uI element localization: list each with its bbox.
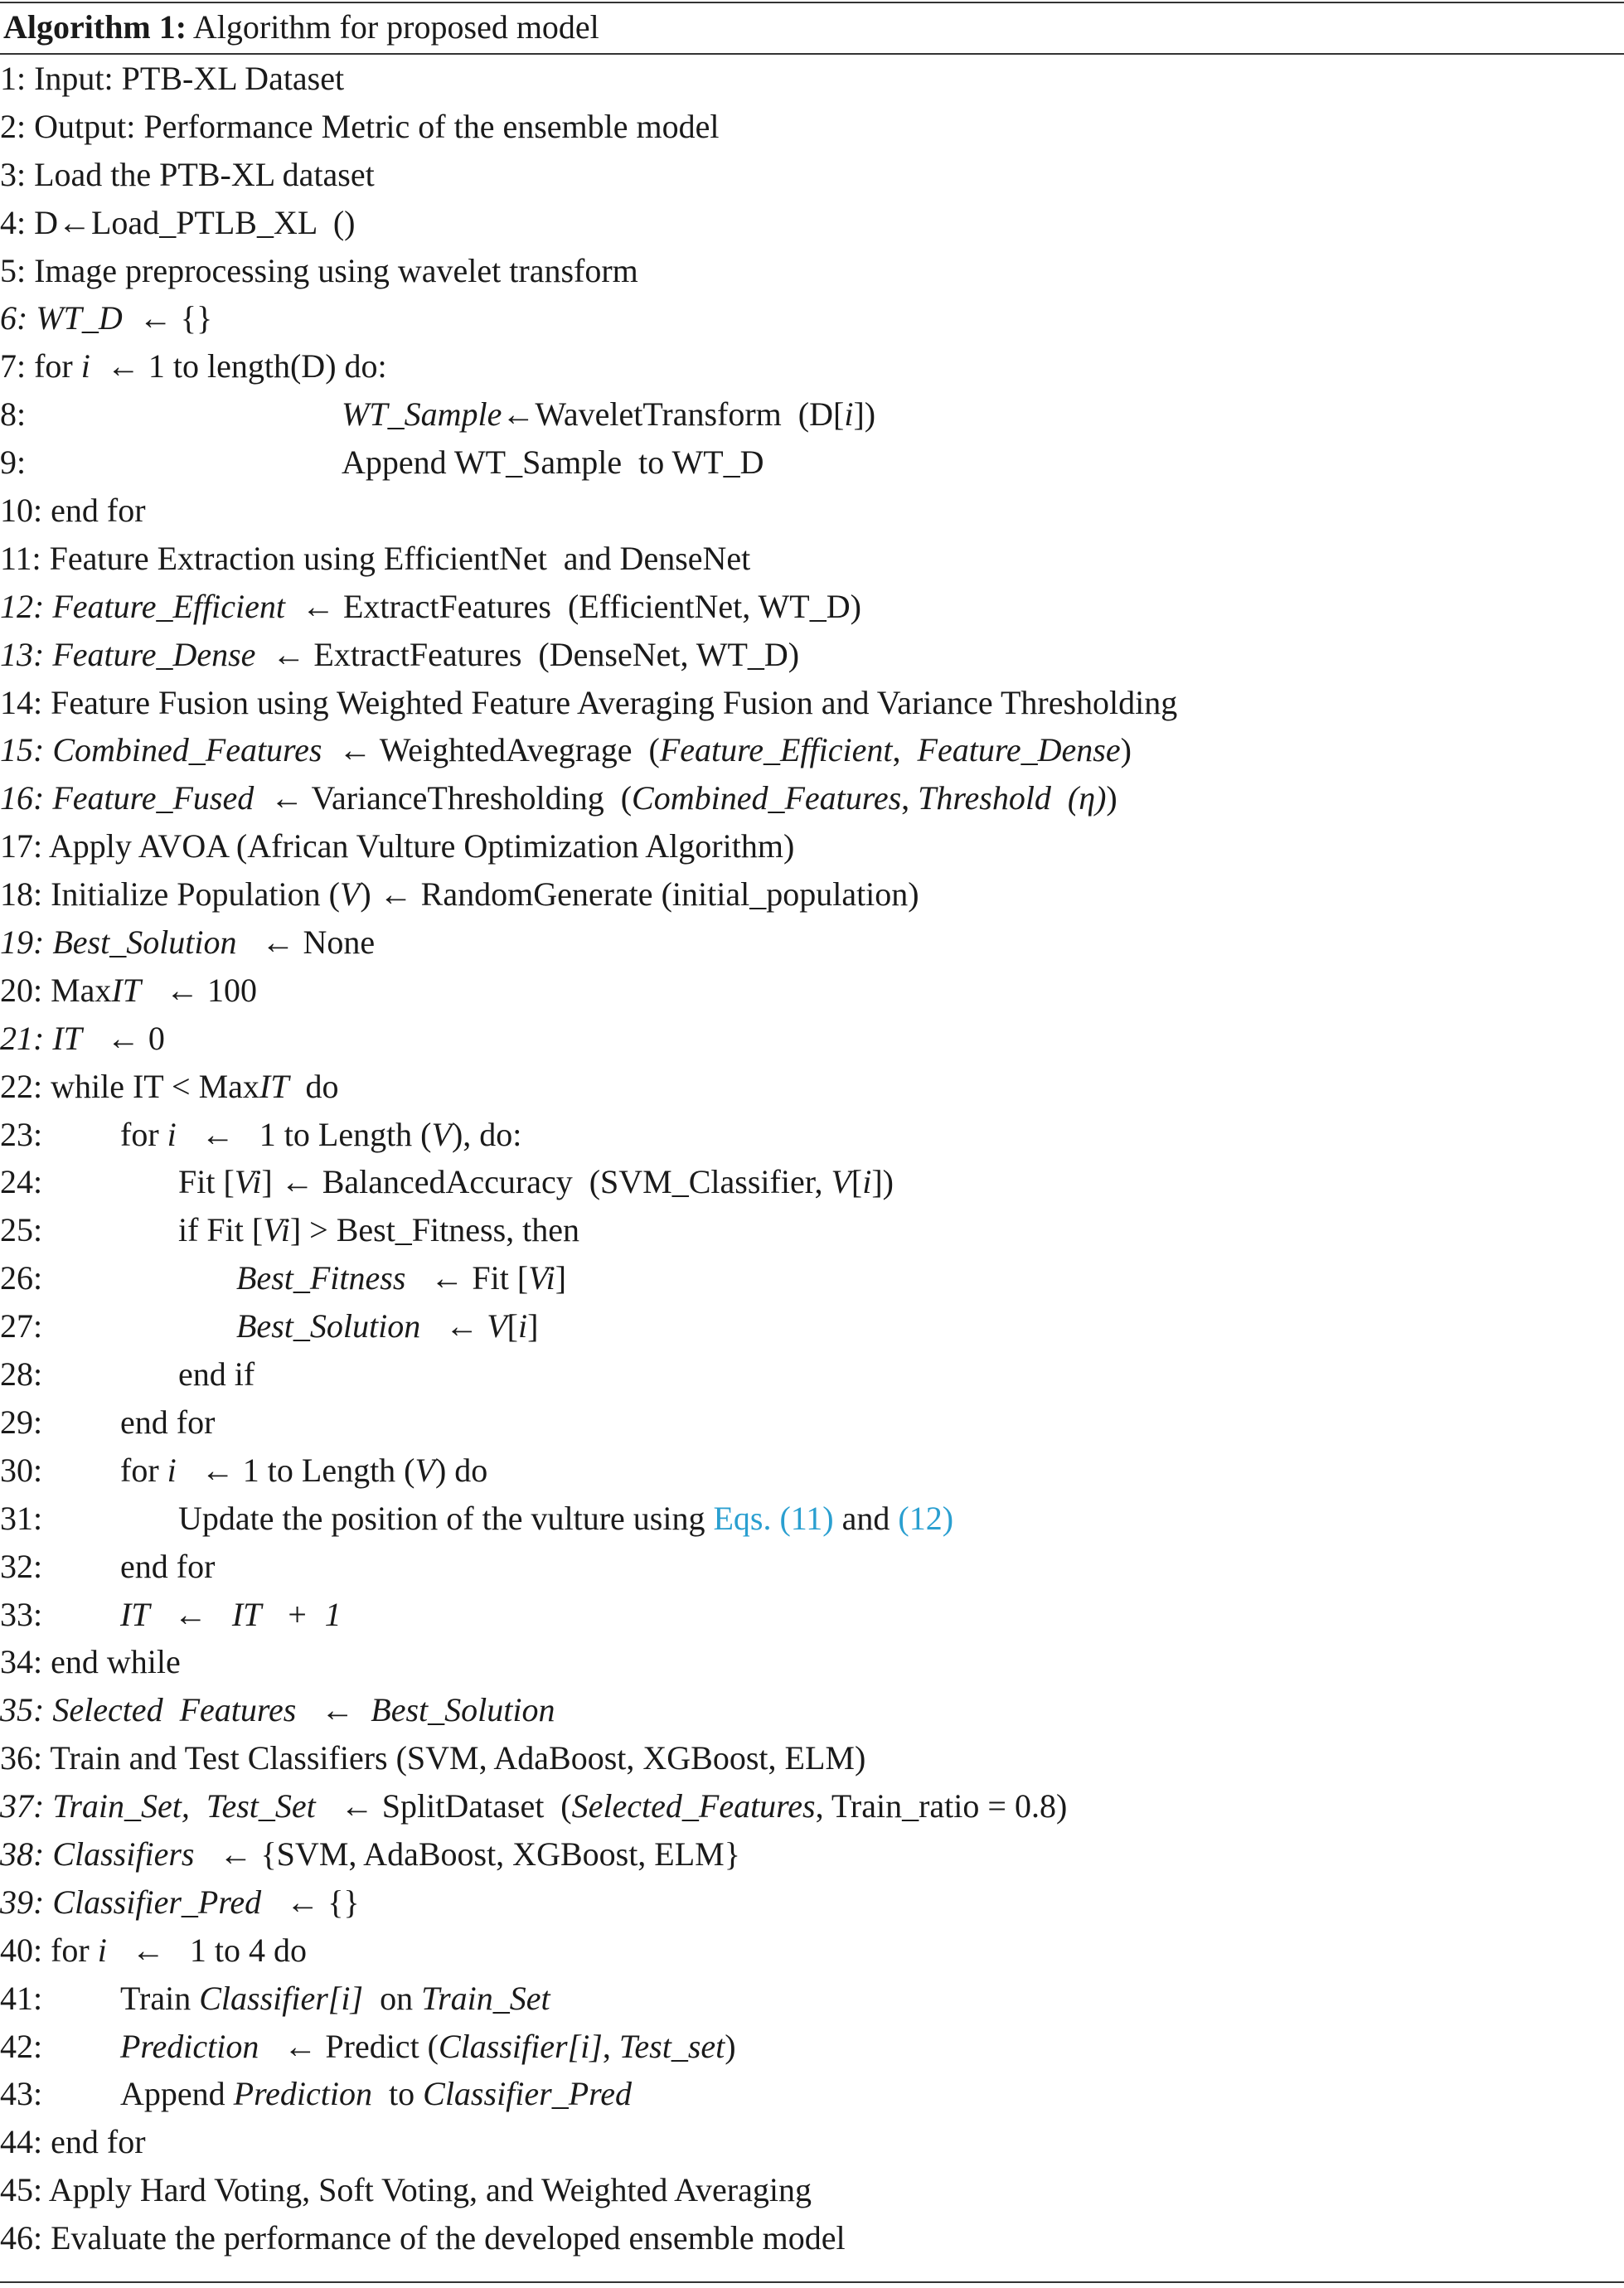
line-segment: ← 1 to Length ( xyxy=(176,1451,415,1489)
line-segment: [ xyxy=(851,1163,863,1201)
line-text: 34: end while xyxy=(0,1643,181,1681)
line-text xyxy=(0,342,387,390)
algorithm-line xyxy=(0,1782,1624,1830)
line-segment: ) xyxy=(725,2027,736,2065)
line-segment: 39: Classifier_Pred xyxy=(0,1883,262,1921)
caption-label: Algorithm 1: xyxy=(3,8,187,46)
algorithm-line xyxy=(0,1686,1624,1734)
line-text: 10: end for xyxy=(0,492,146,530)
line-segment: V xyxy=(414,1451,435,1489)
line-segment: , xyxy=(901,779,919,817)
line-number: 9: xyxy=(0,444,27,482)
line-segment: V xyxy=(831,1163,851,1201)
line-text xyxy=(236,1254,566,1302)
line-segment: Best_Solution xyxy=(236,1307,421,1345)
algorithm-caption xyxy=(3,3,599,51)
line-segment: ← Fit [ xyxy=(405,1259,529,1297)
line-segment: , xyxy=(892,731,918,769)
algorithm-line xyxy=(0,967,1624,1015)
line-number: 26: xyxy=(0,1259,43,1297)
algorithm-line xyxy=(0,1158,1624,1206)
algorithm-line xyxy=(0,870,1624,919)
line-segment: ]) xyxy=(853,395,876,434)
algorithm-line xyxy=(0,1302,1624,1350)
line-text: 17: Apply AVOA (African Vulture Optimization Algorithm) xyxy=(0,827,795,865)
line-text xyxy=(0,1063,338,1111)
algorithm-line xyxy=(0,439,1624,487)
line-number: 29: xyxy=(0,1403,43,1441)
line-text: 5: Image preprocessing using wavelet transform xyxy=(0,251,638,289)
line-segment: WT_Sample xyxy=(342,395,502,434)
algorithm-line xyxy=(0,1830,1624,1878)
algorithm-line xyxy=(0,1254,1624,1302)
line-segment: IT xyxy=(111,971,142,1009)
line-text: Append WT_Sample to WT_D xyxy=(342,444,764,482)
line-segment: 15: Combined_Features xyxy=(0,731,322,769)
algorithm-line xyxy=(0,294,1624,342)
line-number: 42: xyxy=(0,2027,43,2065)
algorithm-line xyxy=(0,919,1624,967)
line-segment: Train xyxy=(120,1979,200,2017)
line-text xyxy=(120,1975,550,2023)
line-text xyxy=(0,919,375,967)
algorithm-line xyxy=(0,679,1624,727)
line-segment: ←WaveletTransform (D[ xyxy=(502,395,845,434)
line-segment: 7: for xyxy=(0,347,81,385)
algorithm-line xyxy=(0,55,1624,103)
line-segment: 22: while IT < Max xyxy=(0,1067,259,1105)
line-segment: ← SplitDataset ( xyxy=(315,1787,572,1825)
line-text xyxy=(0,583,861,631)
line-segment: i xyxy=(517,1307,528,1345)
algorithm-line xyxy=(0,822,1624,870)
algorithm-line xyxy=(0,1206,1624,1254)
line-segment: IT ← IT + 1 xyxy=(120,1595,342,1633)
line-text xyxy=(120,1111,521,1159)
line-text xyxy=(342,390,875,439)
line-segment: if Fit [ xyxy=(178,1211,264,1249)
line-segment: i xyxy=(862,1163,872,1201)
algorithm-line xyxy=(0,1495,1624,1543)
line-text xyxy=(120,2070,632,2118)
line-text: end for xyxy=(120,1403,216,1441)
algorithm-line xyxy=(0,2214,1624,2262)
line-segment: , Train_ratio = 0.8) xyxy=(815,1787,1068,1825)
line-segment: Best_Fitness xyxy=(236,1259,406,1297)
line-segment: for xyxy=(120,1115,167,1153)
line-text xyxy=(0,1878,360,1927)
line-segment: i xyxy=(167,1115,177,1153)
line-segment: ← 1 to length(D) do: xyxy=(90,347,387,385)
algorithm-line xyxy=(0,2070,1624,2118)
algorithm-line xyxy=(0,1638,1624,1686)
algorithm-line xyxy=(0,1975,1624,2023)
line-text xyxy=(178,1158,894,1206)
line-text: 4: D←Load_PTLB_XL () xyxy=(0,203,356,241)
line-text: end if xyxy=(178,1355,255,1394)
line-segment: V xyxy=(339,875,361,914)
line-segment: and xyxy=(833,1499,899,1537)
line-segment: Feature_Dense xyxy=(917,731,1121,769)
line-segment: ] ← BalancedAccuracy (SVM_Classifier, xyxy=(261,1163,831,1201)
line-segment: ]) xyxy=(871,1163,894,1201)
line-number: 32: xyxy=(0,1547,43,1585)
line-text xyxy=(120,1447,487,1495)
line-segment: ] xyxy=(555,1259,567,1297)
line-segment: 40: for xyxy=(0,1931,98,1969)
line-text: end for xyxy=(120,1547,216,1585)
line-segment: 38: Classifiers xyxy=(0,1835,195,1873)
line-segment: Update the position of the vulture using xyxy=(178,1499,714,1537)
line-number: 43: xyxy=(0,2075,43,2113)
line-number: 30: xyxy=(0,1451,43,1489)
algorithm-line xyxy=(0,583,1624,631)
line-number: 27: xyxy=(0,1307,43,1345)
line-segment: ← {} xyxy=(261,1883,360,1921)
line-segment: Vi xyxy=(528,1259,555,1297)
line-text xyxy=(236,1302,538,1350)
line-segment: for xyxy=(120,1451,167,1489)
line-segment: Classifier[i] xyxy=(439,2027,603,2065)
line-segment: ← ExtractFeatures (EfficientNet, WT_D) xyxy=(284,587,861,625)
line-segment: ), do: xyxy=(451,1115,522,1153)
algorithm-line xyxy=(0,1398,1624,1447)
algorithm-line xyxy=(0,1927,1624,1975)
equation-link[interactable]: (12) xyxy=(898,1499,954,1537)
algorithm-line xyxy=(0,2166,1624,2214)
algorithm-line xyxy=(0,1063,1624,1111)
line-text: 46: Evaluate the performance of the developed ensemble model xyxy=(0,2219,846,2257)
line-text: 3: Load the PTB-XL dataset xyxy=(0,155,375,193)
algorithm-line xyxy=(0,1350,1624,1398)
algorithm-line xyxy=(0,774,1624,822)
line-segment: V xyxy=(431,1115,452,1153)
line-segment: ) do xyxy=(434,1451,488,1489)
line-text xyxy=(0,1927,307,1975)
line-segment: 20: Max xyxy=(0,971,112,1009)
algorithm-line xyxy=(0,199,1624,247)
algorithm-line xyxy=(0,247,1624,295)
line-segment: , xyxy=(602,2027,619,2065)
line-number: 25: xyxy=(0,1211,43,1249)
line-text: 14: Feature Fusion using Weighted Feature Averaging Fusion and Variance Thresholding xyxy=(0,683,1178,721)
line-segment: 12: Feature_Efficient xyxy=(0,587,285,625)
line-segment: Feature_Efficient xyxy=(659,731,893,769)
line-segment: ← 1 to 4 do xyxy=(106,1931,308,1969)
line-text xyxy=(0,1015,165,1063)
line-text xyxy=(0,967,257,1015)
line-text xyxy=(178,1495,953,1543)
line-text xyxy=(178,1206,579,1254)
algorithm-line xyxy=(0,1543,1624,1591)
line-number: 41: xyxy=(0,1979,43,2017)
line-segment: i xyxy=(167,1451,177,1489)
line-segment: 37: Train_Set, Test_Set xyxy=(0,1787,316,1825)
line-text: 1: Input: PTB-XL Dataset xyxy=(0,60,345,97)
line-segment: i xyxy=(97,1931,107,1969)
line-segment: ] > Best_Fitness, then xyxy=(289,1211,580,1249)
algorithm-line xyxy=(0,390,1624,439)
line-number: 23: xyxy=(0,1115,43,1153)
line-segment: 35: Selected Features ← Best_Solution xyxy=(0,1691,555,1729)
line-text: 11: Feature Extraction using EfficientNet and DenseNet xyxy=(0,539,751,577)
line-segment: ← WeightedAvegrage ( xyxy=(322,731,660,769)
line-text xyxy=(0,726,1132,774)
line-segment: on xyxy=(363,1979,422,2017)
line-text xyxy=(0,870,919,919)
algorithm-line xyxy=(0,2118,1624,2166)
line-text xyxy=(0,631,799,679)
bottom-rule xyxy=(0,2281,1624,2283)
line-segment: 19: Best_Solution xyxy=(0,923,237,962)
line-segment: ) xyxy=(1106,779,1117,817)
line-segment: Selected_Features xyxy=(571,1787,816,1825)
line-segment: ← 1 to Length ( xyxy=(176,1115,432,1153)
line-segment: Classifier_Pred xyxy=(423,2075,632,2113)
algorithm-line xyxy=(0,151,1624,199)
line-segment: ← 0 xyxy=(81,1019,165,1057)
line-text: 2: Output: Performance Metric of the ensemble model xyxy=(0,107,720,145)
line-segment: IT xyxy=(259,1067,289,1105)
line-segment: Prediction xyxy=(233,2075,373,2113)
algorithm-line xyxy=(0,487,1624,535)
line-segment: ← None xyxy=(236,923,376,962)
line-segment: Test_set xyxy=(618,2027,725,2065)
line-number: 28: xyxy=(0,1355,43,1394)
line-segment: ← 100 xyxy=(141,971,258,1009)
line-segment: Vi xyxy=(263,1211,290,1249)
line-segment: V xyxy=(487,1307,507,1345)
line-text xyxy=(0,1830,740,1878)
line-segment: Classifier[i] xyxy=(199,1979,364,2017)
line-segment: Vi xyxy=(234,1163,262,1201)
line-segment: i xyxy=(844,395,854,434)
line-segment: ← ExtractFeatures (DenseNet, WT_D) xyxy=(255,635,800,673)
line-segment: [ xyxy=(507,1307,518,1345)
line-segment: Combined_Features xyxy=(632,779,902,817)
algorithm-line xyxy=(0,535,1624,583)
equation-link[interactable]: Eqs. (11) xyxy=(713,1499,834,1537)
line-text xyxy=(0,774,1117,822)
line-segment: ) ← RandomGenerate (initial_population) xyxy=(360,875,919,914)
line-text xyxy=(0,294,212,342)
line-segment: Threshold (η) xyxy=(918,779,1107,817)
algorithm-lines xyxy=(0,55,1624,2262)
line-number: 33: xyxy=(0,1595,43,1633)
algorithm-line xyxy=(0,1878,1624,1927)
line-text: 45: Apply Hard Voting, Soft Voting, and Weighted Averaging xyxy=(0,2171,812,2209)
algorithm-line xyxy=(0,1447,1624,1495)
line-segment: ← xyxy=(420,1307,487,1345)
line-segment: 6: WT_D xyxy=(0,299,123,337)
line-segment: ← Predict ( xyxy=(259,2027,439,2065)
algorithm-line xyxy=(0,726,1624,774)
caption-title: Algorithm for proposed model xyxy=(192,8,599,46)
line-segment: Prediction xyxy=(120,2027,259,2065)
line-segment: 21: IT xyxy=(0,1019,82,1057)
line-segment: 13: Feature_Dense xyxy=(0,635,256,673)
line-text xyxy=(120,2023,736,2071)
line-text xyxy=(0,1686,555,1734)
line-text xyxy=(120,1591,342,1639)
line-segment: Train_Set xyxy=(421,1979,550,2017)
line-segment: ← {SVM, AdaBoost, XGBoost, ELM} xyxy=(194,1835,740,1873)
line-segment: 16: Feature_Fused xyxy=(0,779,255,817)
algorithm-line xyxy=(0,342,1624,390)
algorithm-line xyxy=(0,1734,1624,1782)
line-number: 8: xyxy=(0,395,27,434)
algorithm-line xyxy=(0,1111,1624,1159)
algorithm-line xyxy=(0,1591,1624,1639)
line-segment: ) xyxy=(1120,731,1132,769)
line-segment: ← {} xyxy=(122,299,213,337)
line-text: 36: Train and Test Classifiers (SVM, AdaBoost, XGBoost, ELM) xyxy=(0,1739,866,1777)
algorithm-line xyxy=(0,103,1624,151)
line-number: 31: xyxy=(0,1499,43,1537)
line-segment: ] xyxy=(527,1307,539,1345)
line-segment: to xyxy=(372,2075,424,2113)
line-segment: ← VarianceThresholding ( xyxy=(254,779,633,817)
line-text xyxy=(0,1782,1067,1830)
algorithm-line xyxy=(0,2023,1624,2071)
algorithm-line xyxy=(0,1015,1624,1063)
line-segment: Fit [ xyxy=(178,1163,235,1201)
algorithm-line xyxy=(0,631,1624,679)
line-text: 44: end for xyxy=(0,2123,146,2161)
line-number: 24: xyxy=(0,1163,43,1201)
line-segment: Append xyxy=(120,2075,234,2113)
line-segment: 18: Initialize Population ( xyxy=(0,875,340,914)
line-segment: i xyxy=(80,347,90,385)
line-segment: do xyxy=(288,1067,339,1105)
